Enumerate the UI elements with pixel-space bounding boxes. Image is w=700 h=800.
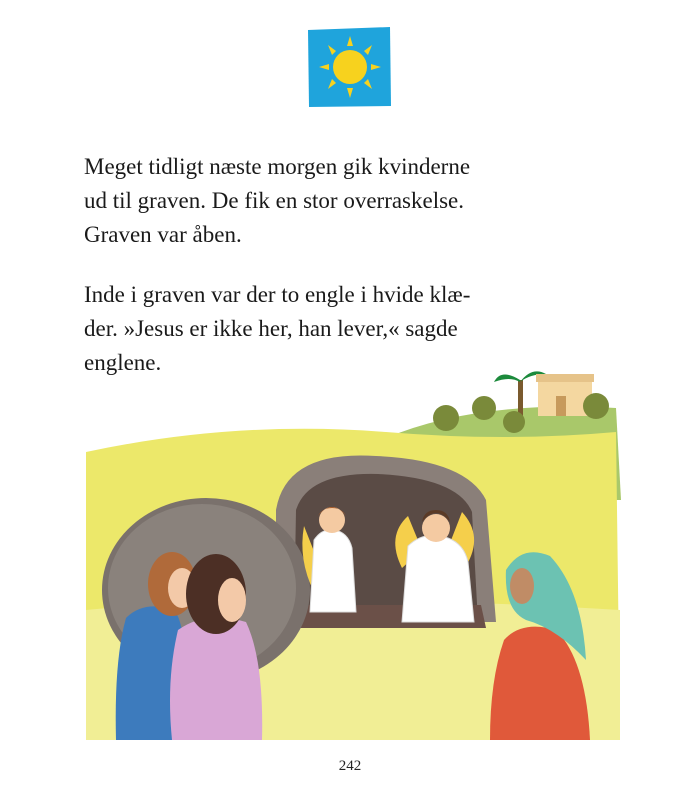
angel-right (395, 510, 474, 622)
empty-tomb-illustration (86, 360, 626, 740)
sun-icon (306, 26, 392, 108)
text-line: ud til graven. De fik en stor overraskelse. (84, 188, 465, 213)
text-line: englene. (84, 350, 162, 375)
text-line: Meget tidligt næste morgen gik kvinderne (84, 154, 471, 179)
text-line: Graven var åben. (84, 222, 242, 247)
text-line: der. »Jesus er ikke her, han lever,« sagde (84, 316, 458, 341)
page-number: 242 (338, 758, 362, 774)
paragraph-1 (84, 150, 554, 252)
text-line: Inde i graven var der to engle i hvide klæ- (84, 282, 471, 307)
